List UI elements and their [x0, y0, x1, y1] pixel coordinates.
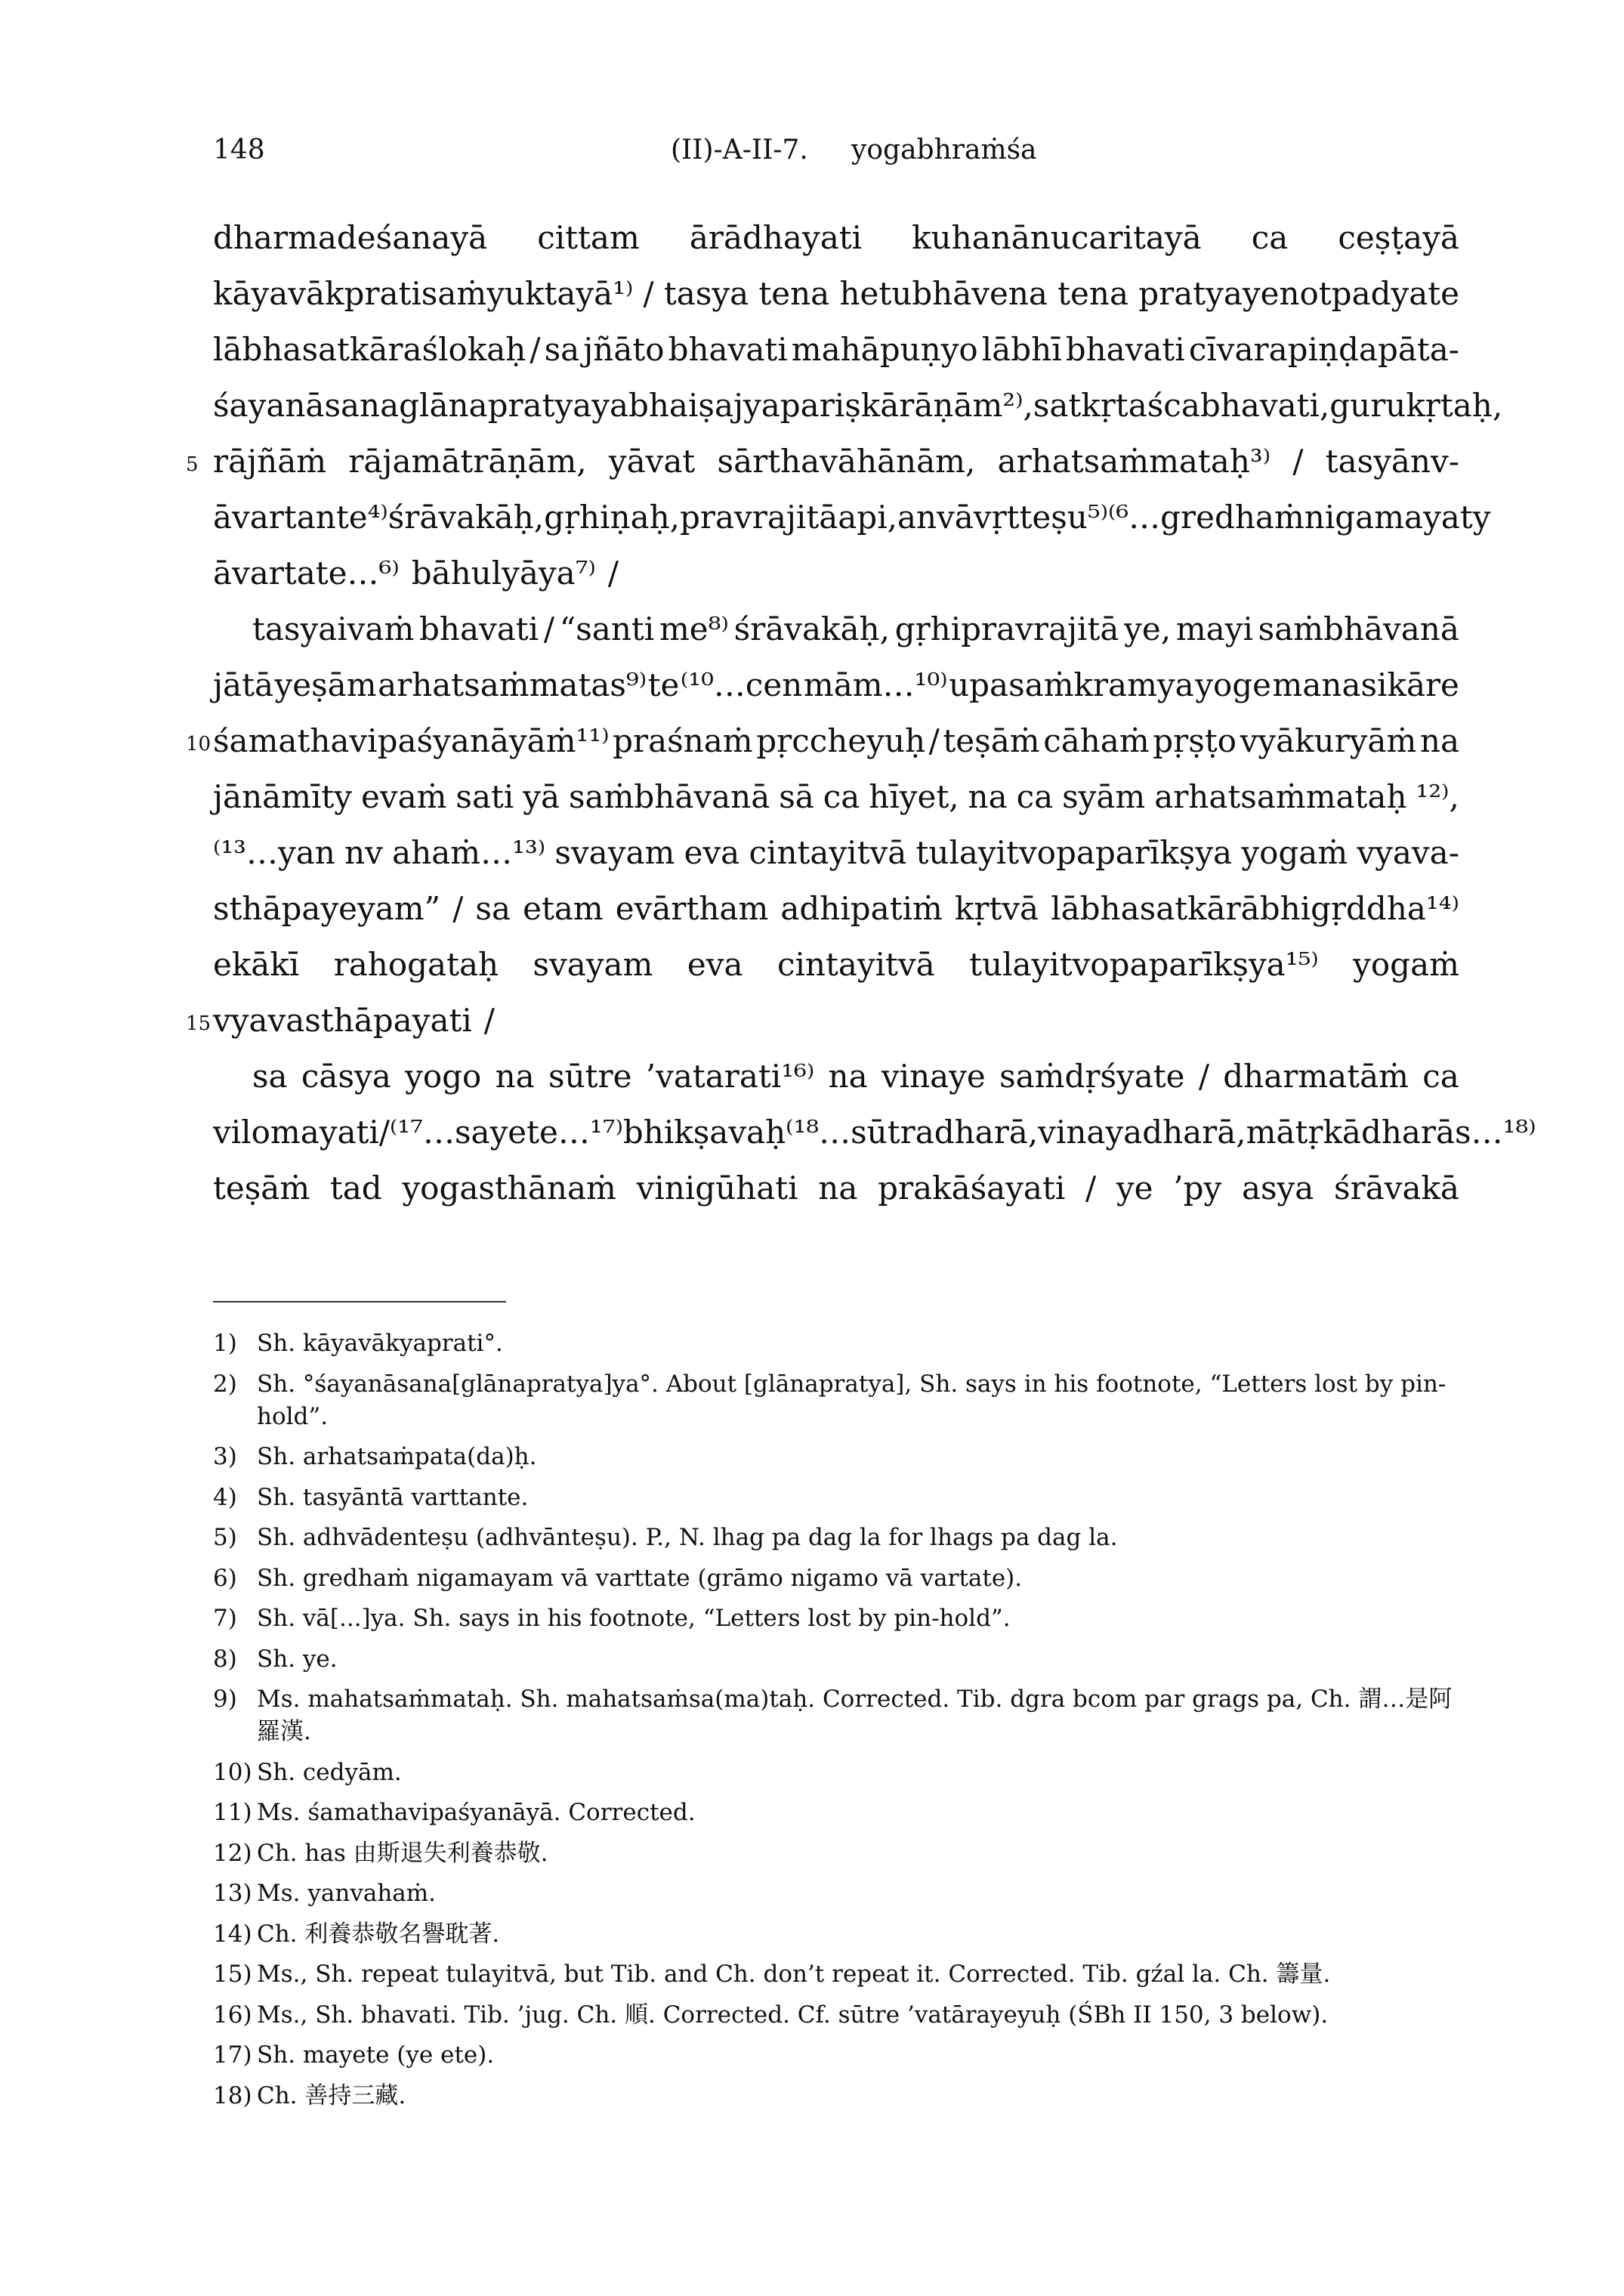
footnote — [213, 1602, 1473, 1635]
word: teṣāṁ — [943, 722, 1040, 759]
word: mām…¹⁰⁾ — [803, 666, 948, 703]
footnote-number: 4) — [213, 1483, 237, 1511]
footnote-text: Sh. mayete (ye ete). — [257, 2041, 495, 2069]
footnote-number: 9) — [213, 1686, 237, 1713]
footnote-text: Ms. yanvahaṁ. — [257, 1880, 437, 1907]
word: nigamayaty — [1304, 499, 1491, 536]
word: ekākī — [213, 946, 300, 983]
text-line — [213, 1049, 1459, 1105]
footnote-text: Sh. vā[...]ya. Sh. says in his footnote, “Letters lost by pin-hold”. — [257, 1605, 1011, 1632]
word: yoge — [1195, 666, 1271, 703]
footnote-text: Sh. gredhaṁ nigamayam vā varttate (grāmo nigamo vā vartate). — [257, 1564, 1023, 1592]
footnote — [213, 1683, 1473, 1748]
word: sā — [779, 778, 814, 815]
word: śrāvakāḥ, — [733, 610, 890, 647]
word: ye, — [1124, 610, 1172, 647]
word: pṛṣṭo — [1153, 722, 1237, 759]
word: ca — [1016, 778, 1054, 815]
word: ca — [1422, 1058, 1459, 1095]
word: vinaye — [881, 1058, 986, 1095]
word: manasikāre — [1272, 666, 1459, 703]
word: nv — [344, 834, 383, 871]
word: sa — [252, 1058, 288, 1095]
text-line — [213, 993, 1459, 1049]
word: api, — [838, 499, 897, 536]
word: na — [828, 1058, 868, 1095]
footnote — [213, 1958, 1473, 1991]
running-title: (II)-A-II-7. yogabhraṁśa — [671, 134, 1037, 165]
word: kṛtvā — [954, 890, 1039, 927]
word: gṛhipravrajitā — [894, 610, 1119, 647]
word: te — [647, 666, 680, 703]
word: svayam — [554, 834, 675, 871]
word: eva — [687, 946, 743, 983]
word: śamathavipaśyanāyāṁ¹¹⁾ — [213, 722, 610, 759]
footnote — [213, 2080, 1473, 2112]
footnote-text: Sh. tasyāntā varttante. — [257, 1483, 529, 1511]
word: / — [483, 1002, 495, 1039]
word: tasya — [663, 275, 749, 312]
word: tasyānv- — [1325, 443, 1459, 480]
footnote — [213, 1999, 1473, 2032]
footnote-number: 2) — [213, 1370, 237, 1398]
word: asya — [1241, 1170, 1314, 1207]
word: ⁽¹⁷…sa — [389, 1114, 490, 1151]
footnotes — [213, 1327, 1473, 2120]
word: na — [968, 778, 1008, 815]
footnote — [213, 1562, 1473, 1595]
word: yogo — [405, 1058, 482, 1095]
text-line — [213, 490, 1491, 545]
word: āvartante⁴⁾ — [213, 499, 388, 536]
footnote-number: 11) — [213, 1799, 252, 1826]
word: bāhulyāya⁷⁾ — [411, 555, 596, 592]
footnote-text: Sh. ye. — [257, 1645, 338, 1673]
footnote-number: 7) — [213, 1605, 237, 1632]
footnote-number: 14) — [213, 1920, 252, 1948]
word: ⁽¹⁸…sūtradharā, — [786, 1114, 1039, 1151]
word: vyākuryāṁ — [1240, 722, 1417, 759]
footnote — [213, 1797, 1473, 1829]
word: svayam — [533, 946, 653, 983]
word: arhatsaṁmataḥ³⁾ — [997, 443, 1271, 480]
word: sthāpayeyam” — [213, 890, 441, 927]
word: mayi — [1175, 610, 1253, 647]
word: dharmatāṁ — [1223, 1058, 1409, 1095]
footnote-text: Sh. adhvādenteṣu (adhvānteṣu). P., N. lhag pa dag la for lhags pa dag la. — [257, 1524, 1118, 1551]
text-line — [213, 825, 1459, 881]
footnote-text: Ch. 利養恭敬名譽耽著. — [257, 1920, 500, 1948]
page-number: 148 — [213, 134, 265, 165]
footnote — [213, 1482, 1473, 1514]
word: lābhasatkārābhigṛddha¹⁴⁾ — [1051, 890, 1459, 927]
word: vinayadharā, — [1038, 1114, 1246, 1151]
footnote — [213, 1522, 1473, 1554]
footnote-number: 1) — [213, 1330, 237, 1357]
word: tad — [329, 1170, 382, 1207]
word: ceṣṭayā — [1338, 219, 1459, 256]
text-line — [213, 322, 1459, 378]
word: cīvarapiṇḍapāta- — [1188, 331, 1459, 368]
line-number: 15 — [186, 1012, 211, 1035]
footnote — [213, 1441, 1473, 1473]
word: āvartate…⁶⁾ — [213, 555, 400, 592]
word: sa — [475, 890, 511, 927]
footnote-number: 15) — [213, 1961, 252, 1988]
word: tasyaivaṁ — [252, 610, 415, 647]
word: gurukṛtaḥ, — [1329, 387, 1503, 424]
footnote — [213, 2039, 1473, 2072]
footnote — [213, 1327, 1473, 1360]
line-number: 5 — [186, 453, 199, 476]
word: jānāmīty — [213, 778, 353, 815]
text-line — [213, 210, 1459, 266]
word: rahogataḥ — [333, 946, 499, 983]
word: sati — [455, 778, 514, 815]
word: pravrajitā — [680, 499, 838, 536]
text-line — [213, 881, 1459, 937]
footnote-text: Ms., Sh. bhavati. Tib. ’jug. Ch. 順. Corrected. Cf. sūtre ’vatārayeyuḥ (ŚBh II 150, 3 below). — [257, 2001, 1329, 2029]
word: vilomayati — [213, 1114, 379, 1151]
word: anvāvṛtteṣu⁵⁾ — [897, 499, 1109, 536]
footnote-text: Ms. mahatsaṁmataḥ. Sh. mahatsaṁsa(ma)taḥ. Corrected. Tib. dgra bcom par grags pa, Ch. 謂…是阿羅漢. — [257, 1686, 1453, 1745]
footnote-text: Ms., Sh. repeat tulayitvā, but Tib. and Ch. don’t repeat it. Corrected. Tib. gźal la. Ch. 籌量. — [257, 1961, 1331, 1988]
word: adhipatiṁ — [780, 890, 943, 927]
word: sūtre — [548, 1058, 632, 1095]
word: pṛccheyuḥ — [756, 722, 925, 759]
word: bhavati — [1065, 331, 1185, 368]
word: sa — [544, 331, 580, 368]
footnote-text: Sh. arhatsaṁpata(da)ḥ. — [257, 1443, 537, 1470]
word: etam — [523, 890, 604, 927]
footnote-number: 12) — [213, 1839, 252, 1867]
word: śrāvakā — [1334, 1170, 1459, 1207]
text-line — [213, 657, 1459, 713]
word: / — [607, 555, 619, 592]
word: yā — [523, 778, 560, 815]
word: rājñāṁ — [213, 443, 327, 480]
word: yogasthānaṁ — [402, 1170, 616, 1207]
footnote-rule — [213, 1301, 506, 1303]
word: evaṁ — [360, 778, 447, 815]
word: bhikṣavaḥ — [622, 1114, 786, 1151]
word: / — [1198, 1058, 1209, 1095]
word: jñāto — [583, 331, 665, 368]
word: cāhaṁ — [1043, 722, 1150, 759]
text-line — [213, 601, 1459, 657]
word: hīyet, — [869, 778, 959, 815]
footnote-number: 17) — [213, 2041, 252, 2069]
word: yogaṁ — [1241, 834, 1348, 871]
word: ye — [1116, 1170, 1153, 1207]
footnote-number: 5) — [213, 1524, 237, 1551]
word: dharmadeśanayā — [213, 219, 488, 256]
word: arhatsaṁmatas⁹⁾ — [378, 666, 647, 703]
word: hetubhāvena — [839, 275, 1048, 312]
text-line — [213, 545, 1459, 601]
word: cāsya — [301, 1058, 391, 1095]
footnote-text: Ch. 善持三藏. — [257, 2081, 406, 2109]
word: satkṛtaś — [1033, 387, 1164, 424]
text-line — [213, 937, 1459, 993]
footnote — [213, 1643, 1473, 1676]
word: praśnaṁ — [613, 722, 753, 759]
word: rājamātrāṇām, — [348, 443, 587, 480]
word: yeṣām — [274, 666, 377, 703]
word: tena — [1057, 275, 1128, 312]
word: bhavati, — [1199, 387, 1330, 424]
word: yāvat — [608, 443, 696, 480]
word: ahaṁ…¹³⁾ — [392, 834, 546, 871]
text-line — [213, 434, 1459, 490]
word: cintayitvā — [749, 834, 907, 871]
word: prakāśayati — [878, 1170, 1066, 1207]
word: upasaṁkramya — [949, 666, 1194, 703]
word: tulayitvopaparīkṣya¹⁵⁾ — [969, 946, 1319, 983]
footnote-text: Ms. śamathavipaśyanāyā. Corrected. — [257, 1799, 696, 1826]
footnote-number: 3) — [213, 1443, 237, 1470]
footnote-number: 13) — [213, 1880, 252, 1907]
footnote — [213, 1757, 1473, 1789]
word: śayanāsanaglānapratyayabhaiṣajyapariṣkārāṇām²⁾, — [213, 387, 1033, 424]
footnote-text: Sh. kāyavākyaprati°. — [257, 1330, 503, 1357]
word: / — [543, 610, 555, 647]
footnote — [213, 1918, 1473, 1951]
word: bhavati — [419, 610, 539, 647]
word: tulayitvopaparīkṣya — [915, 834, 1233, 871]
word: / — [1292, 443, 1304, 480]
word: gṛhiṇaḥ, — [544, 499, 681, 536]
text-line — [213, 378, 1503, 434]
footnote-number: 18) — [213, 2081, 252, 2109]
word: tena — [758, 275, 830, 312]
word: ⁽¹³…yan — [213, 834, 335, 871]
word: yogaṁ — [1353, 946, 1459, 983]
word: kāyavākpratisaṁyuktayā¹⁾ — [213, 275, 634, 312]
word: ca — [1251, 219, 1289, 256]
main-text — [213, 210, 1536, 1216]
word: lābhasatkāraślokaḥ — [213, 331, 526, 368]
footnote-text: Sh. cedyām. — [257, 1758, 402, 1786]
word: evārtham — [615, 890, 769, 927]
word: “santi — [559, 610, 655, 647]
word: saṁbhāvanā — [568, 778, 770, 815]
word: ’py — [1173, 1170, 1222, 1207]
word: arhatsaṁmataḥ — [1154, 778, 1407, 815]
word: lābhī — [981, 331, 1062, 368]
word: / — [378, 1114, 390, 1151]
text-line — [213, 769, 1459, 825]
word: ’vatarati¹⁶⁾ — [645, 1058, 815, 1095]
text-line — [213, 1105, 1536, 1160]
footnote-text: Sh. °śayanāsana[glānapratya]ya°. About [glānapratya], Sh. says in his footnote, “Letters lost by pin-hold”. — [257, 1370, 1446, 1430]
footnote — [213, 1837, 1473, 1870]
word: ca — [823, 778, 860, 815]
word: te…¹⁷⁾ — [526, 1114, 623, 1151]
word: vyava- — [1357, 834, 1459, 871]
footnote — [213, 1877, 1473, 1910]
word: na — [818, 1170, 858, 1207]
word: mātṛkādharās…¹⁸⁾ — [1246, 1114, 1536, 1151]
word: me⁸⁾ — [659, 610, 729, 647]
line-number: 10 — [186, 733, 211, 756]
word: / — [1085, 1170, 1097, 1207]
footnote-number: 8) — [213, 1645, 237, 1673]
word: vinigūhati — [636, 1170, 798, 1207]
word: / — [452, 890, 464, 927]
word: ¹²⁾, — [1416, 778, 1459, 815]
word: teṣāṁ — [213, 1170, 310, 1207]
footnote-number: 6) — [213, 1564, 237, 1592]
word: saṁdṛśyate — [999, 1058, 1185, 1095]
word: pratyayenotpadyate — [1138, 275, 1459, 312]
word: syām — [1062, 778, 1146, 815]
word: saṁbhāvanā — [1258, 610, 1459, 647]
word: na — [495, 1058, 535, 1095]
footnote-text: Ch. has 由斯退失利養恭敬. — [257, 1839, 548, 1867]
word: / — [928, 722, 940, 759]
word: vyavasthāpayati — [213, 1002, 472, 1039]
footnote — [213, 1368, 1473, 1433]
word: ārādhayati — [689, 219, 863, 256]
word: cittam — [537, 219, 640, 256]
word: cintayitvā — [776, 946, 935, 983]
text-line — [213, 266, 1459, 322]
text-line — [213, 1160, 1459, 1216]
word: / — [643, 275, 654, 312]
footnote-number: 16) — [213, 2001, 252, 2029]
word: ⁽¹⁰…cen — [680, 666, 803, 703]
word: bhavati — [668, 331, 788, 368]
word: mahāpuṇyo — [791, 331, 978, 368]
word: sārthavāhānām, — [717, 443, 976, 480]
word: kuhanānucaritayā — [912, 219, 1202, 256]
word: / — [529, 331, 541, 368]
text-line — [213, 713, 1459, 769]
word: ⁽⁶…gredhaṁ — [1108, 499, 1304, 536]
word: ye — [489, 1114, 527, 1151]
footnote-number: 10) — [213, 1758, 252, 1786]
word: śrāvakāḥ, — [387, 499, 545, 536]
word: jātā — [213, 666, 273, 703]
word: ca — [1163, 387, 1200, 424]
word: eva — [684, 834, 740, 871]
word: na — [1419, 722, 1459, 759]
